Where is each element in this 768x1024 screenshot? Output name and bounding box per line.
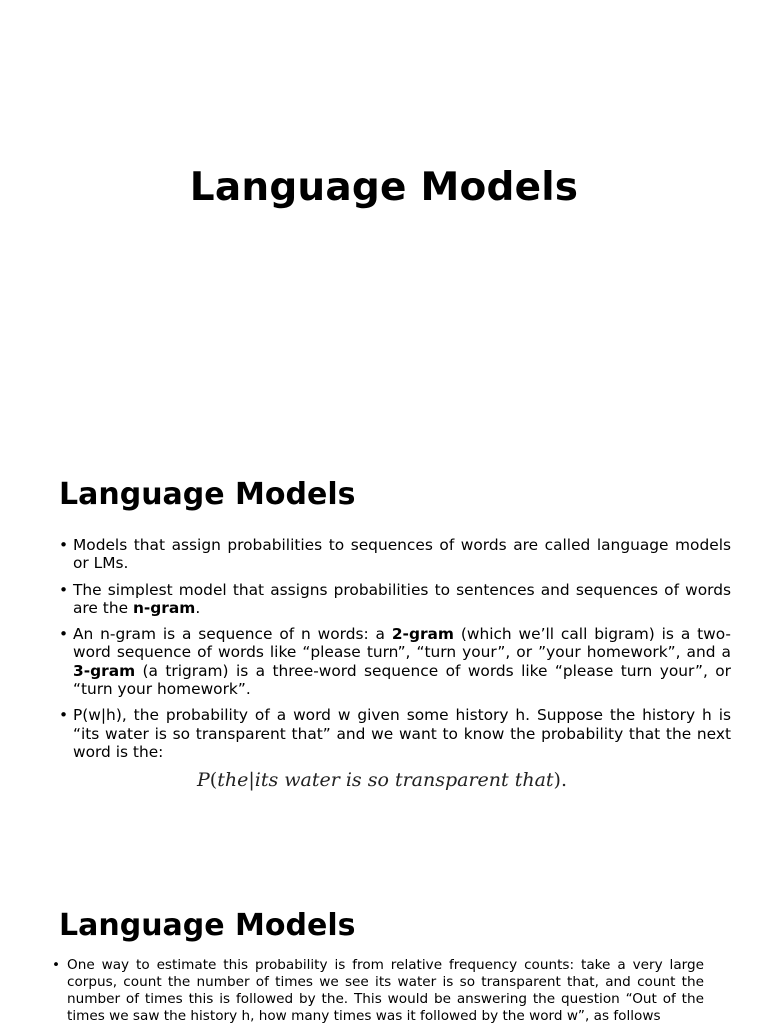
bullet-text: The simplest model that assigns probabilities to sentences and sequences of words are the — [73, 580, 731, 617]
bold-term: 2-gram — [391, 625, 454, 644]
slide-language-models-estimate — [0, 870, 768, 1024]
slide-heading: Language Models — [59, 477, 356, 512]
bullet-item — [59, 706, 731, 792]
bullet-text: Models that assign probabilities to sequences of words are called language models or LMs. — [73, 536, 731, 573]
bullet-list — [59, 536, 731, 798]
bullet-item — [59, 581, 731, 618]
formula-p: P — [197, 769, 210, 792]
bold-term: 3-gram — [73, 661, 136, 680]
bullet-text: P(w|h), the probability of a word w given some history h. Suppose the history h is “its water is so transparent that” and we want to know the probability that the next word is the: — [73, 706, 731, 761]
bullet-item — [59, 625, 731, 698]
formula-close: ). — [553, 769, 567, 792]
bullet-text: (which we’ll call bigram) is a two-word sequence of words like “please turn”, “turn your”, or ”your homework”, and a — [73, 625, 731, 662]
bullet-item — [52, 957, 704, 1024]
slide-language-models-intro — [0, 430, 768, 870]
bold-term: n-gram — [132, 598, 196, 617]
bullet-item — [59, 536, 731, 573]
formula-history: its water is so transparent that — [254, 769, 554, 792]
bullet-text: (a trigram) is a three-word sequence of words like “please turn your”, or “turn your homework”. — [73, 661, 731, 699]
bullet-text: An n-gram is a sequence of n words: a — [73, 625, 392, 644]
probability-formula — [73, 769, 731, 792]
formula-bar: | — [248, 769, 255, 792]
bullet-text: One way to estimate this probability is from relative frequency counts: take a very large corpus, count the number of times we see its water is so transparent that, and count the number of times this is followed by the. This would be answering the question “Out of the times we saw the history h, how many times was it followed by the word w”, as follows — [67, 957, 704, 1024]
formula-open-paren: ( — [209, 769, 218, 792]
slide-heading: Language Models — [59, 908, 356, 943]
bullet-list — [52, 957, 704, 1024]
bullet-text: . — [195, 598, 201, 617]
formula-word: the — [217, 769, 249, 792]
slide-title-heading: Language Models — [189, 165, 579, 210]
slide-title — [0, 0, 768, 430]
